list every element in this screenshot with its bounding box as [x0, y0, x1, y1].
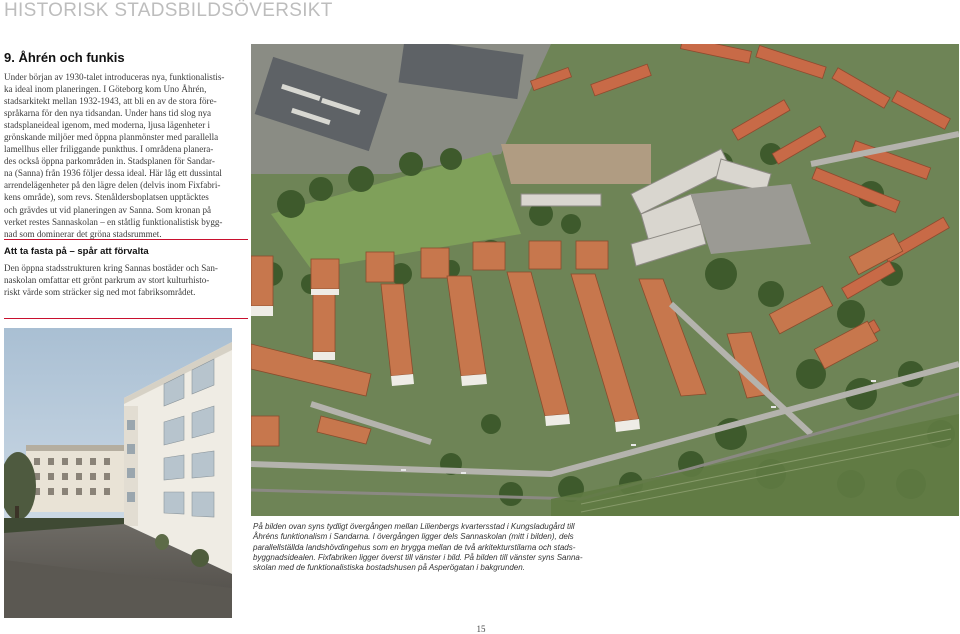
intro-line: arrendelägenheter på den lägre delen (delvis inom Fixfabri-: [4, 180, 221, 191]
aerial-photo: [251, 44, 959, 516]
caption-line: skolan med de funktionalistiska bostadshusen på Asperögatan i bakgrunden.: [253, 563, 525, 573]
page-number: 15: [476, 624, 486, 634]
intro-line: verket restes Sannaskolan – en ståtlig funktionalistisk bygg-: [4, 216, 223, 227]
intro-line: Under början av 1930-talet introduceras nya, funktionalistis-: [4, 72, 225, 82]
intro-line: ka ideal inom planeringen. I Göteborg kom Uno Åhrén,: [4, 84, 207, 95]
caption-line: På bilden ovan syns tydligt övergången mellan Lilienbergs kvartersstad i Kungsladugård till: [253, 522, 575, 531]
intro-line: stadsarkitekt mellan 1932-1943, att bli en av de stora före-: [4, 96, 217, 107]
intro-line: des också öppna parkområden in. Stadsplanen för Sandar-: [4, 156, 215, 167]
subsection-line: Den öppna stadsstrukturen kring Sannas bostäder och San-: [4, 263, 218, 273]
subsection-heading: Att ta fasta på – spår att förvalta: [4, 246, 149, 257]
subsection-line: naskolan omfattar ett grönt parkrum av stort kulturhisto-: [4, 275, 210, 286]
intro-line: kens område), som revs. Stenåldersboplatsen upptäcktes: [4, 192, 209, 203]
divider-rule: [4, 239, 248, 240]
intro-line: grönskande miljöer med öppna planmönster med parallella: [4, 132, 219, 143]
subsection-paragraph: [4, 262, 249, 312]
intro-line: lamellhus eller friliggande punkthus. I områdena planera-: [4, 144, 214, 155]
intro-line: nad som dominerar det gröna stadsrummet.: [4, 228, 162, 239]
photo-caption: [253, 522, 583, 573]
intro-paragraph: [4, 71, 249, 239]
intro-line: na (Sanna) från 1936 följer dessa ideal. Här låg ett dussintal: [4, 168, 222, 179]
intro-line: språkarna för den nya tidsandan. Under hans tid slog nya: [4, 108, 212, 119]
caption-line: byggnadsidealen. Fixfabriken ligger överst till vänster i bild. På bilden till vänster syns Sanna-: [253, 552, 583, 562]
section-heading: 9. Åhrén och funkis: [4, 50, 125, 65]
caption-line: parallellställda landshövdingehus som en brygga mellan de två arkitekturstilarna och stads-: [253, 542, 576, 552]
document-header: HISTORISK STADSBILDSÖVERSIKT: [4, 0, 333, 21]
subsection-line: riskt värde som sträcker sig ned mot fabriksområdet.: [4, 287, 196, 298]
street-photo: [4, 328, 232, 618]
divider-rule: [4, 318, 248, 319]
caption-line: Åhréns funktionalism i Sandarna. I övergången ligger dels Sannaskolan (mitt i bilden), dels: [253, 532, 574, 542]
intro-line: stadsplaneideal igenom, med moderna, ljusa lägenheter i: [4, 120, 211, 131]
intro-line: och grävdes ut vid planeringen av Sanna. Som kronan på: [4, 204, 212, 215]
